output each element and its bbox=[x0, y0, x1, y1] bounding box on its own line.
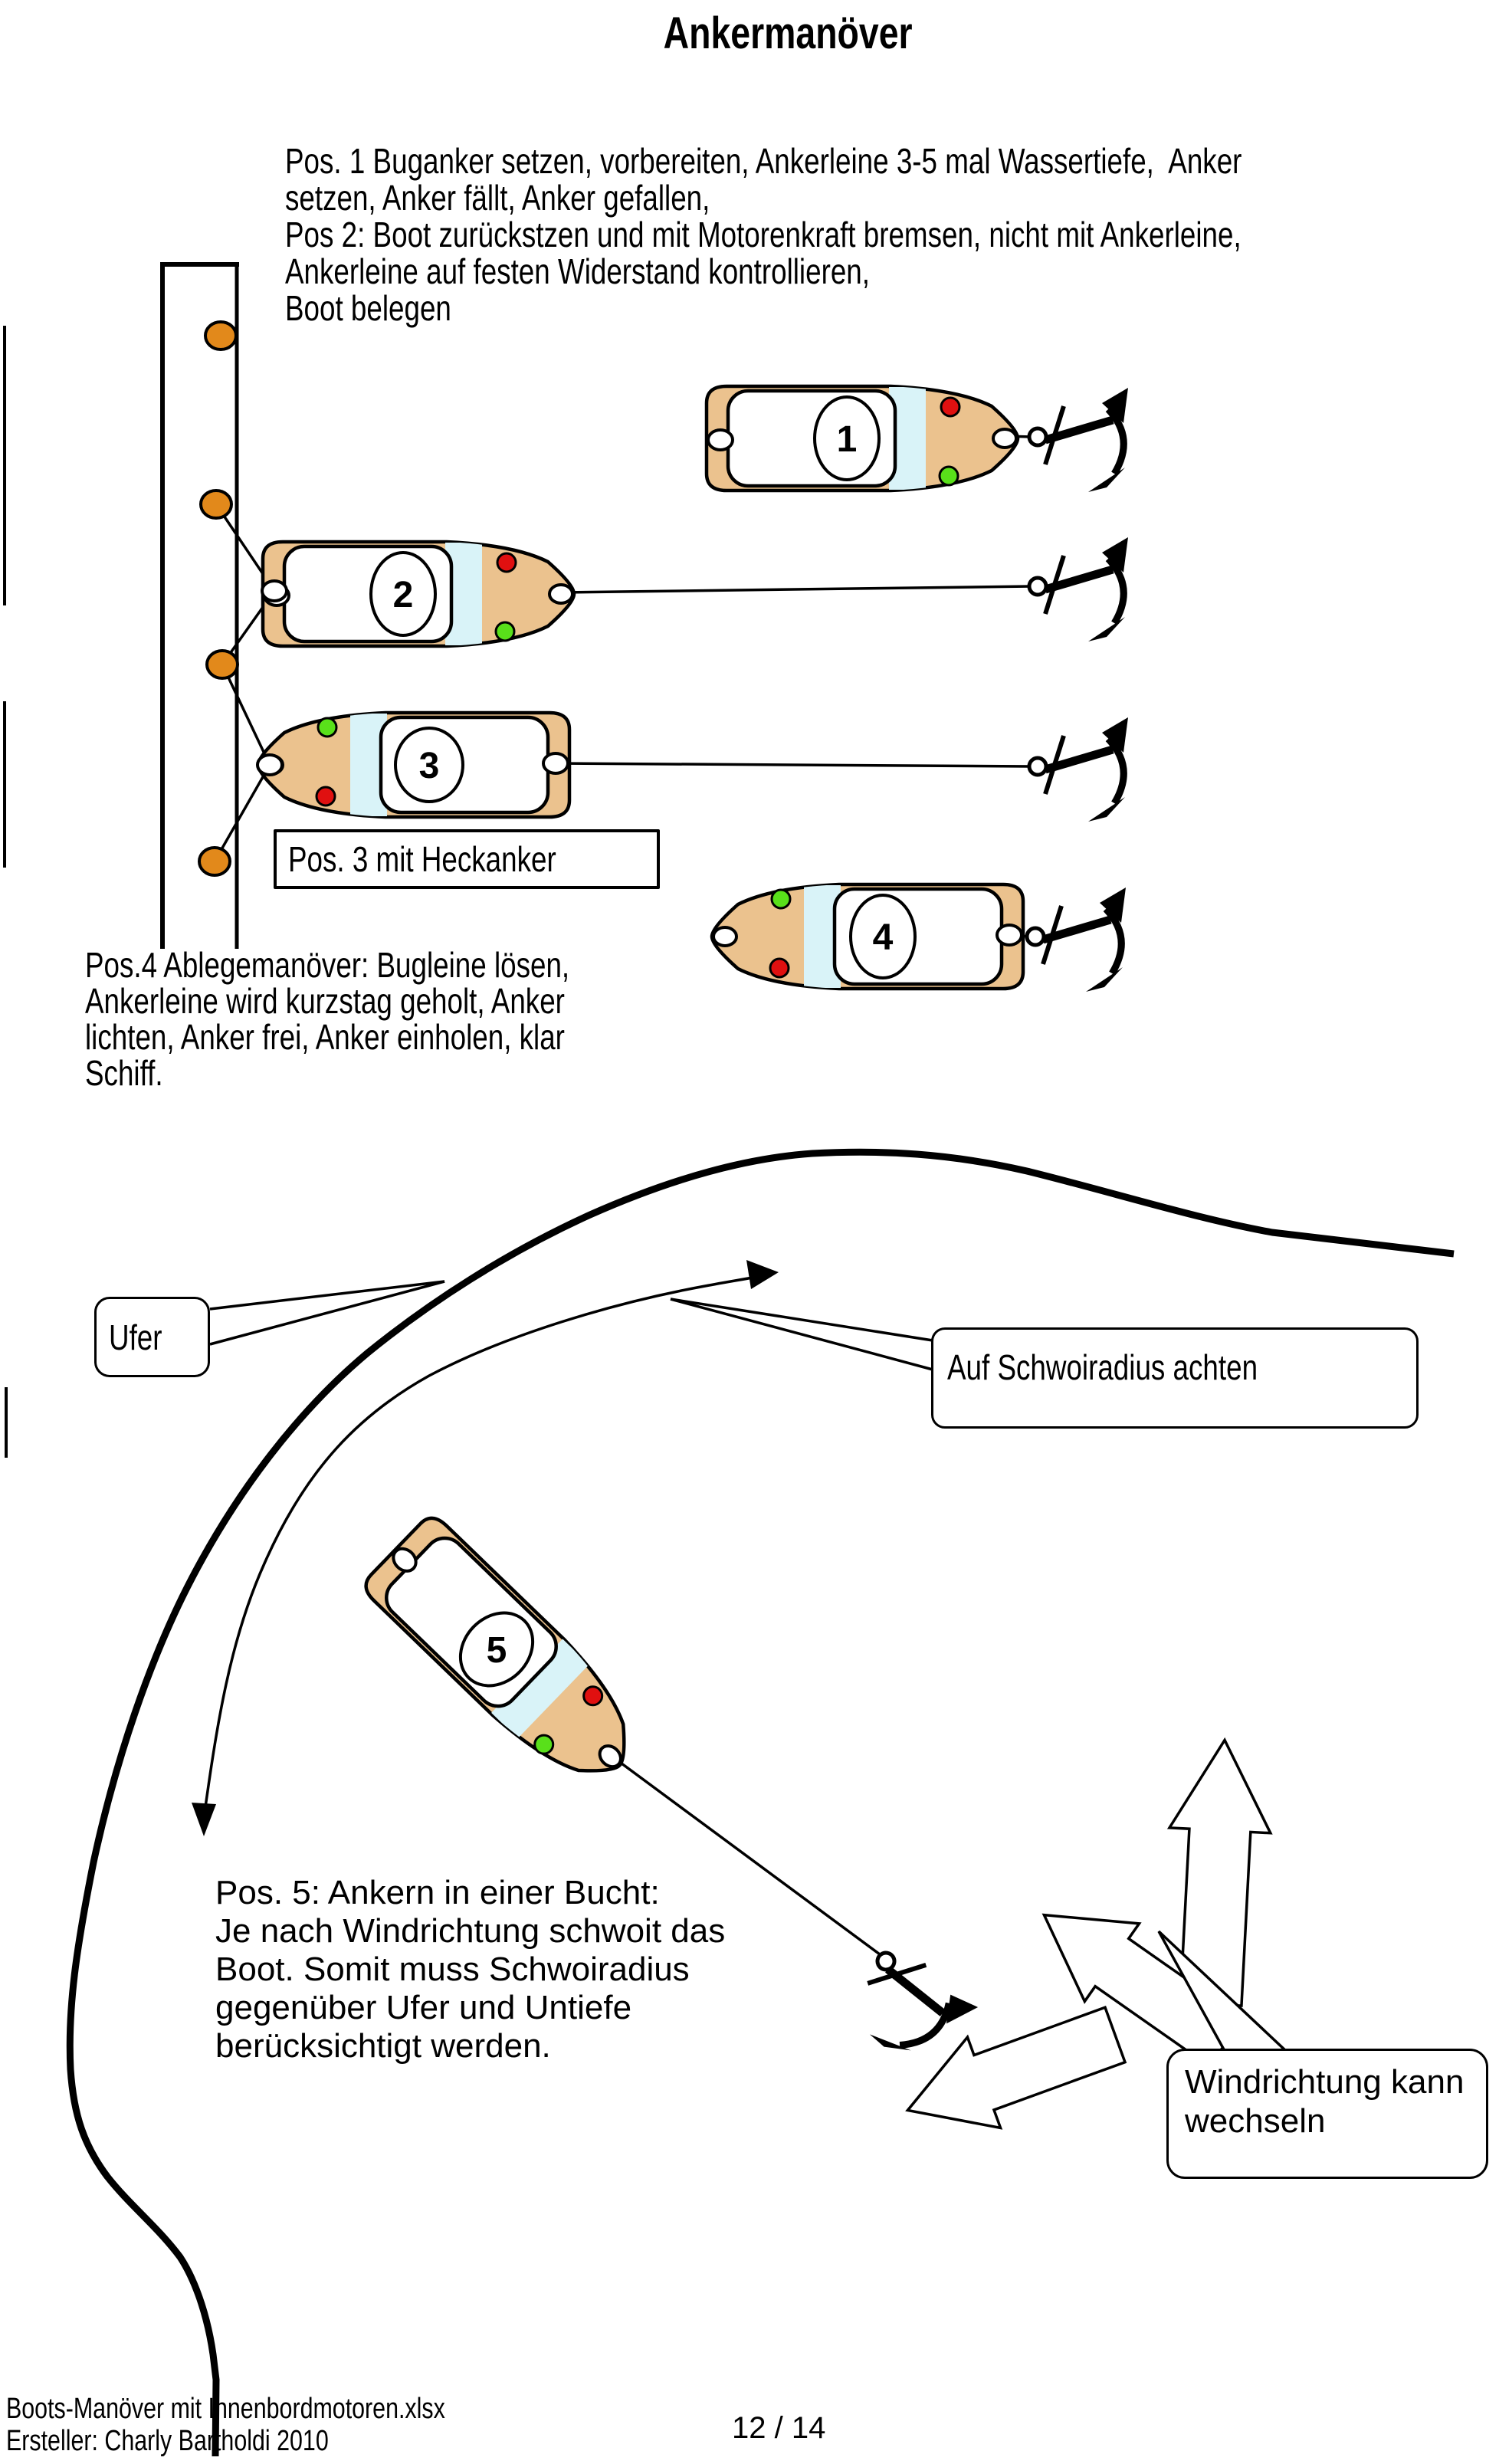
schwoiradius-label: Auf Schwoiradius achten bbox=[947, 1347, 1258, 1387]
windrichtung-line1: Windrichtung kann bbox=[1185, 2063, 1465, 2101]
arc-arrowhead-down bbox=[192, 1803, 216, 1836]
wind-arrow-left bbox=[891, 1990, 1132, 2156]
badge-4: 4 bbox=[872, 917, 894, 958]
badge-3: 3 bbox=[418, 746, 440, 786]
arc-arrowhead-up bbox=[746, 1260, 779, 1289]
text-line: Je nach Windrichtung schwoit das bbox=[215, 1912, 726, 1950]
bollard-1 bbox=[205, 322, 236, 349]
callout-lines bbox=[210, 1281, 933, 1370]
anchor-line-boat2 bbox=[563, 586, 1031, 592]
pos5-paragraph bbox=[215, 1874, 725, 2065]
bollard-2 bbox=[201, 491, 231, 518]
ufer-callout-box bbox=[94, 1297, 210, 1377]
dock bbox=[160, 264, 239, 949]
text-line: setzen, Anker fällt, Anker gefallen, bbox=[285, 178, 710, 218]
footer-filename: Boots-Manöver mit Innenbordmotoren.xlsx bbox=[6, 2393, 445, 2425]
text-line: Boot belegen bbox=[285, 288, 451, 328]
text-line: Pos. 1 Buganker setzen, vorbereiten, Ankerleine 3-5 mal Wassertiefe, Anker bbox=[285, 141, 1242, 181]
text-line: lichten, Anker frei, Anker einholen, klar bbox=[85, 1017, 565, 1057]
text-line: Schiff. bbox=[85, 1053, 163, 1093]
text-line: Pos 2: Boot zurückstzen und mit Motorenkraft bremsen, nicht mit Ankerleine, bbox=[285, 215, 1242, 254]
bollards bbox=[199, 322, 238, 875]
text-line: Pos. 5: Ankern in einer Bucht: bbox=[215, 1874, 660, 1911]
ufer-label: Ufer bbox=[109, 1317, 162, 1357]
cleat-boat2-stern bbox=[262, 581, 287, 601]
text-line: Boot. Somit muss Schwoiradius bbox=[215, 1951, 690, 1988]
page-edge-marks bbox=[3, 326, 8, 1458]
anchor-1 bbox=[1029, 388, 1128, 492]
schwoiradius-callout-box bbox=[931, 1327, 1419, 1429]
windrichtung-callout-box bbox=[1166, 2049, 1488, 2179]
bollard-4 bbox=[199, 848, 230, 875]
text-line: berücksichtigt werden. bbox=[215, 2027, 551, 2065]
pos3-label-box bbox=[274, 829, 660, 889]
badge-2: 2 bbox=[392, 575, 414, 615]
anchor-line-boat3 bbox=[556, 763, 1031, 766]
pos1-pos2-paragraph bbox=[285, 143, 1481, 326]
anchor-2 bbox=[1029, 537, 1128, 641]
anchor-4 bbox=[1027, 887, 1126, 992]
ufer-leader-1 bbox=[210, 1281, 444, 1309]
swing-radius-arc bbox=[192, 1260, 779, 1836]
text-line: Pos.4 Ablegemanöver: Bugleine lösen, bbox=[85, 945, 570, 985]
anchor-lines bbox=[556, 436, 1032, 1954]
bollard-3 bbox=[207, 651, 238, 678]
pos3-label-text: Pos. 3 mit Heckanker bbox=[288, 839, 556, 879]
windrichtung-line2: wechseln bbox=[1185, 2102, 1326, 2140]
footer-page-number: 12 / 14 bbox=[732, 2411, 826, 2445]
badge-1: 1 bbox=[836, 419, 858, 460]
ufer-leader-2 bbox=[210, 1281, 444, 1344]
pos4-paragraph bbox=[85, 947, 690, 1091]
badge-5: 5 bbox=[486, 1630, 507, 1671]
anchor-5 bbox=[836, 1926, 978, 2067]
page-title bbox=[405, 8, 1171, 59]
page-title-text: Ankermanöver bbox=[663, 8, 913, 58]
text-line: Ankerleine auf festen Widerstand kontrollieren, bbox=[285, 251, 870, 291]
text-line: gegenüber Ufer und Untiefe bbox=[215, 1989, 632, 2026]
footer-author: Ersteller: Charly Bartholdi 2010 bbox=[6, 2425, 329, 2457]
text-line: Ankerleine wird kurzstag geholt, Anker bbox=[85, 981, 565, 1021]
cleat-boat3-bow bbox=[257, 755, 282, 775]
anchor-3 bbox=[1029, 717, 1128, 822]
